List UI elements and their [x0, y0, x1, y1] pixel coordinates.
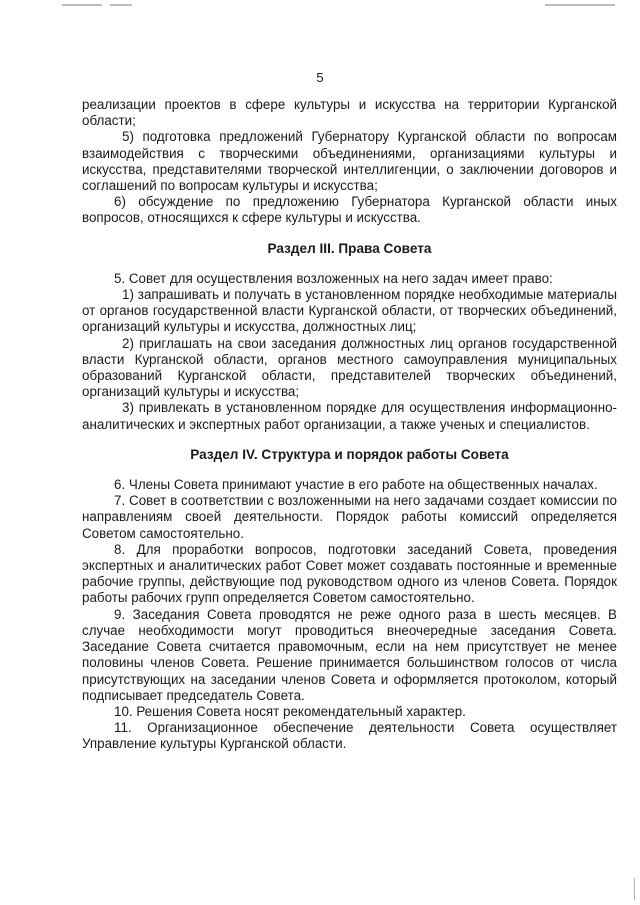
scan-artifact [62, 4, 102, 6]
paragraph-right-2: 2) приглашать на свои заседания должностных лиц органов государственной власти Курганской области, органов местного самоуправления муниципальных образований Курганской области, представителей творческих объединений, организаций культуры и искусства; [82, 335, 617, 400]
paragraph-clause-5: 5. Совет для осуществления возложенных на него задач имеет право: [114, 270, 553, 286]
scan-artifact [545, 4, 615, 6]
paragraph-clause-10: 10. Решения Совета носят рекомендательный характер. [114, 703, 466, 719]
paragraph-right-3: 3) привлекать в установленном порядке для осуществления информационно-аналитических и экспертных работ организации, а также ученых и специалистов. [82, 400, 617, 432]
paragraph-item-6: 6) обсуждение по предложению Губернатора Курганской области иных вопросов, относящихся к сфере культуры и искусства. [82, 194, 617, 226]
scan-edge-artifact [634, 878, 635, 900]
section-heading-3: Раздел III. Права Совета [267, 240, 432, 256]
paragraph-clause-11: 11. Организационное обеспечение деятельности Совета осуществляет Управление культуры Курганской области. [82, 720, 617, 752]
section-heading-4: Раздел IV. Структура и порядок работы Совета [190, 446, 509, 462]
paragraph-clause-7: 7. Совет в соответствии с возложенными на него задачами создает комиссии по направлениям своей деятельности. Порядок работы комиссий определяется Советом самостоятельно. [82, 493, 617, 541]
page-number: 5 [316, 70, 324, 85]
scan-artifact [110, 4, 132, 6]
paragraph-right-1: 1) запрашивать и получать в установленном порядке необходимые материалы от органов государственной власти Курганской области, от творческих объединений, организаций культуры и искусства, должностных лиц; [82, 287, 617, 335]
paragraph-clause-6: 6. Члены Совета принимают участие в его работе на общественных началах. [114, 477, 598, 493]
document-body [82, 97, 617, 753]
paragraph-item-5: 5) подготовка предложений Губернатору Курганской области по вопросам взаимодействия с творческими объединениями, организациями культуры и искусства, представителями творческой интеллигенции, о заключении договоров и соглашений по вопросам культуры и искусства; [82, 129, 617, 194]
paragraph-clause-9: 9. Заседания Совета проводятся не реже одного раза в шесть месяцев. В случае необходимости могут проводиться внеочередные заседания Совета. Заседание Совета считается правомочным, если на нем присутствует не менее половины членов Совета. Решение принимается большинством голосов от числа присутствующих на заседании членов Совета и оформляется протоколом, который подписывает председатель Совета. [82, 606, 617, 703]
paragraph-clause-8: 8. Для проработки вопросов, подготовки заседаний Совета, проведения экспертных и аналитических работ Совет может создавать постоянные и временные рабочие группы, действующие под руководством одного из членов Совета. Порядок работы рабочих групп определяется Советом самостоятельно. [82, 541, 617, 606]
paragraph-continuation: реализации проектов в сфере культуры и искусства на территории Курганской области; [82, 97, 617, 129]
